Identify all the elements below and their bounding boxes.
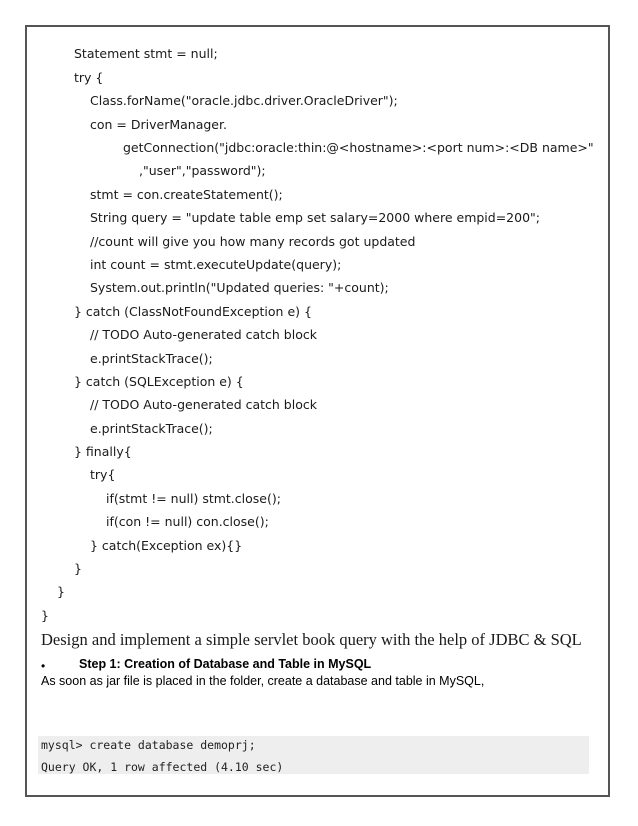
section-heading: Design and implement a simple servlet book query with the help of JDBC & SQL (41, 630, 582, 649)
code-line: //count will give you how many records got updated (90, 234, 416, 249)
console-line: Query OK, 1 row affected (4.10 sec) (41, 760, 284, 774)
code-line: con = DriverManager. (90, 117, 227, 132)
code-line: if(con != null) con.close(); (106, 514, 269, 529)
code-line: try { (74, 70, 104, 85)
code-line: int count = stmt.executeUpdate(query); (90, 257, 342, 272)
code-line: ,"user","password"); (139, 163, 266, 178)
console-block (38, 736, 589, 774)
code-line: getConnection("jdbc:oracle:thin:@<hostname>:<port num>:<DB name>" (123, 140, 594, 155)
code-line: // TODO Auto-generated catch block (90, 397, 317, 412)
code-line: } catch(Exception ex){} (90, 538, 243, 553)
code-line: if(stmt != null) stmt.close(); (106, 491, 281, 506)
code-line: e.printStackTrace(); (90, 351, 213, 366)
code-line: } finally{ (74, 444, 132, 459)
step-description: As soon as jar file is placed in the folder, create a database and table in MySQL, (41, 674, 485, 688)
code-line: } catch (ClassNotFoundException e) { (74, 304, 312, 319)
code-line: System.out.println("Updated queries: "+count); (90, 280, 389, 295)
code-line: stmt = con.createStatement(); (90, 187, 283, 202)
bullet-icon: • (41, 659, 46, 673)
step-title: Step 1: Creation of Database and Table in MySQL (79, 657, 372, 671)
console-line: mysql> create database demoprj; (41, 738, 256, 752)
code-line: } (41, 608, 49, 623)
code-line: Statement stmt = null; (74, 46, 218, 61)
code-line: } (57, 584, 65, 599)
code-line: e.printStackTrace(); (90, 421, 213, 436)
code-line: } catch (SQLException e) { (74, 374, 244, 389)
code-line: // TODO Auto-generated catch block (90, 327, 317, 342)
code-line: String query = "update table emp set salary=2000 where empid=200"; (90, 210, 540, 225)
code-line: Class.forName("oracle.jdbc.driver.OracleDriver"); (90, 93, 398, 108)
code-line: } (74, 561, 82, 576)
code-line: try{ (90, 467, 116, 482)
